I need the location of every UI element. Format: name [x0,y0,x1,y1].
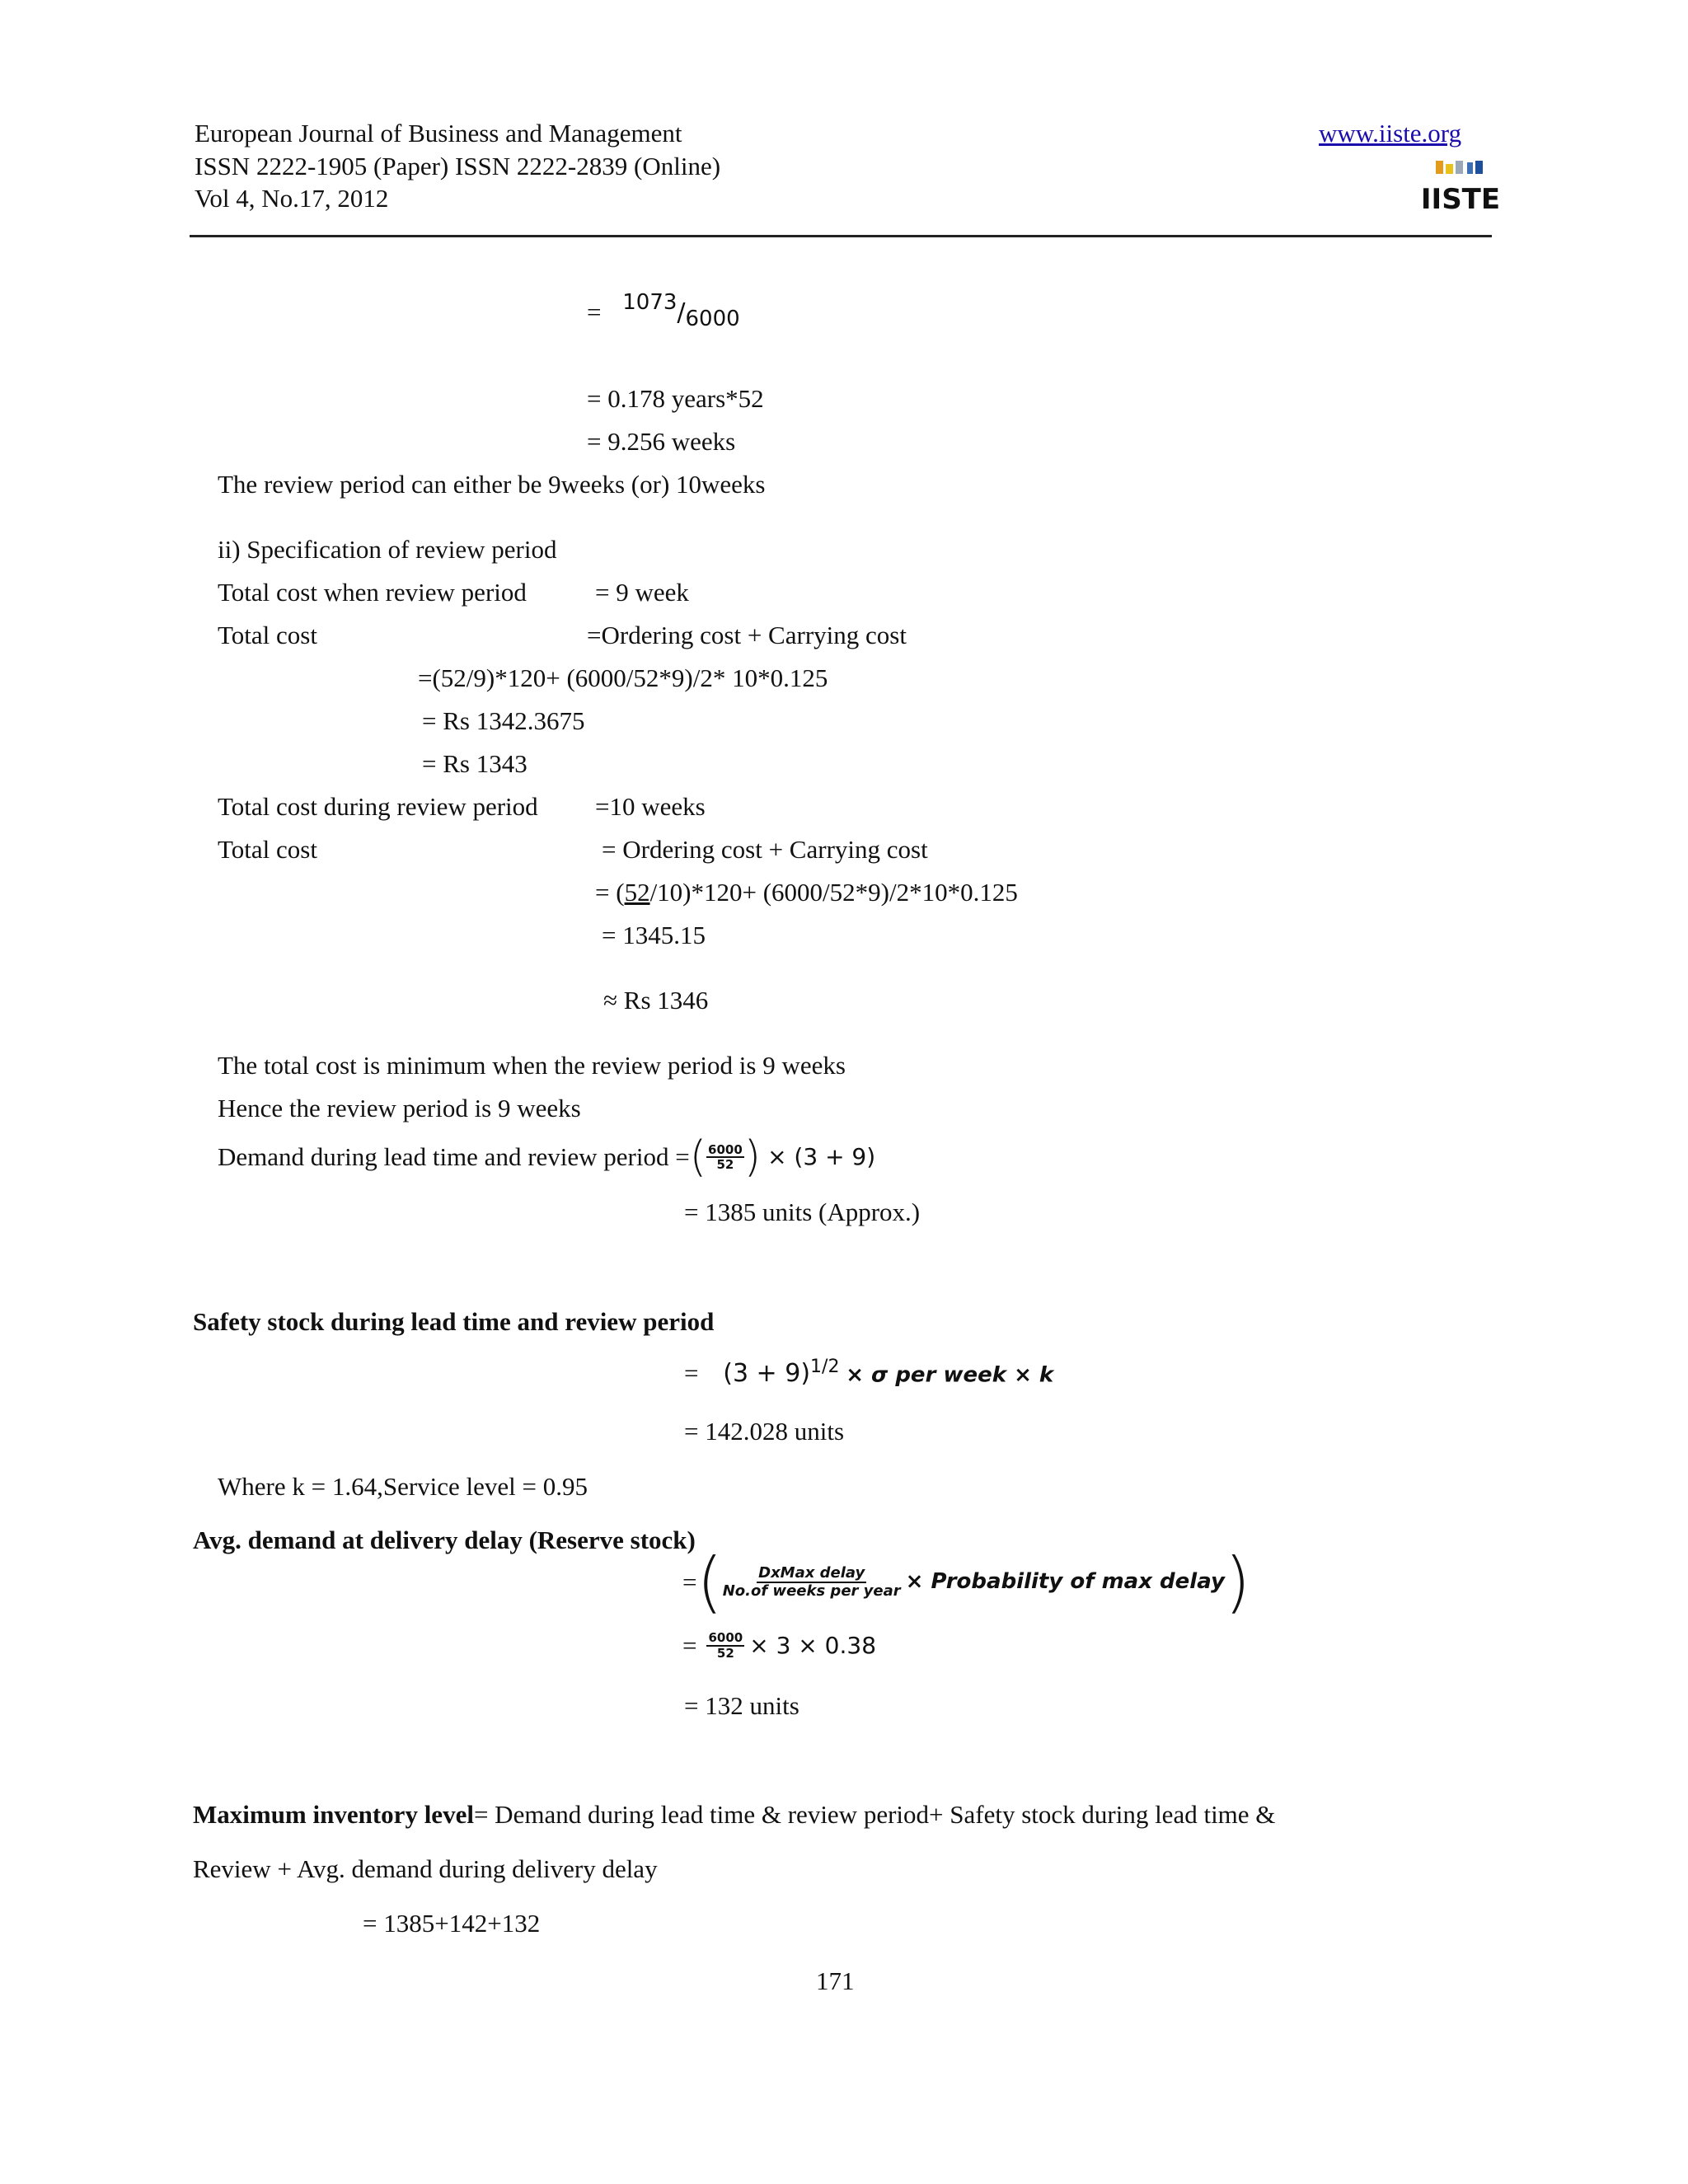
tc-calc-2: = (52/10)*120+ (6000/52*9)/2*10*0.125 [595,878,1018,907]
eq-weeks: = 9.256 weeks [587,427,736,456]
tc10-label: Total cost during review period [218,792,538,821]
avg-equation-2: = $\frac{6000}{52}$ × 3 × 0.38 [682,1630,877,1661]
iiste-logo [1420,159,1501,216]
equation-fraction: = $^{1073}$/6000 [587,290,740,331]
tc-result-2b: ≈ Rs 1346 [603,986,709,1015]
spec-heading: ii) Specification of review period [218,535,557,564]
tc-result-1a: = Rs 1342.3675 [422,706,585,735]
tc-result-1b: = Rs 1343 [422,749,528,778]
svg-text:IISTE: IISTE [1420,183,1501,216]
volume-line: Vol 4, No.17, 2012 [195,184,389,213]
demand-result: = 1385 units (Approx.) [684,1197,921,1226]
min-cost: The total cost is minimum when the review period is 9 weeks [218,1051,846,1080]
avg-heading: Avg. demand at delivery delay (Reserve stock) [193,1526,696,1554]
website-link[interactable]: www.iiste.org [1319,119,1462,148]
where-k: Where k = 1.64,Service level = 0.95 [218,1472,588,1501]
avg-equation: = ( $\frac{\text{DxMax delay}}{\text{No.of weeks per year}}$ × Probability of max delay ) [682,1544,1251,1620]
safety-heading: Safety stock during lead time and review period [193,1307,715,1336]
max-inventory-sum: = 1385+142+132 [363,1909,541,1938]
max-inventory-line2: Review + Avg. demand during delivery delay [193,1854,658,1883]
page-number: 171 [816,1966,855,1995]
avg-result: = 132 units [684,1691,799,1720]
tc-calc-1: =(52/9)*120+ (6000/52*9)/2* 10*0.125 [418,663,828,692]
review-either: The review period can either be 9weeks (or) 10weeks [218,470,766,499]
demand-equation: Demand during lead time and review period = ( $\frac{6000}{52}$ ) × (3 + 9) [218,1132,876,1182]
issn-line: ISSN 2222-1905 (Paper) ISSN 2222-2839 (Online) [195,152,721,180]
hence: Hence the review period is 9 weeks [218,1094,581,1122]
tc-label-2: Total cost [218,835,317,864]
eq-years: = 0.178 years*52 [587,384,764,413]
tc10-value: =10 weeks [595,792,706,821]
journal-title: European Journal of Business and Management [195,119,682,148]
tc-formula-1: =Ordering cost + Carrying cost [587,621,907,649]
tc-result-2a: = 1345.15 [602,921,706,949]
safety-result: = 142.028 units [684,1417,845,1446]
tc9-value: = 9 week [595,578,689,607]
max-inventory-line: Maximum inventory level= Demand during lead time & review period+ Safety stock during lead time & [193,1800,1276,1829]
safety-equation: = $(3 + 9)^{1/2} \times \sigma$ per week × k [684,1357,1054,1389]
tc-formula-2: = Ordering cost + Carrying cost [602,835,928,864]
tc9-label: Total cost when review period [218,578,527,607]
header-rule [190,235,1492,237]
tc-label-1: Total cost [218,621,317,649]
